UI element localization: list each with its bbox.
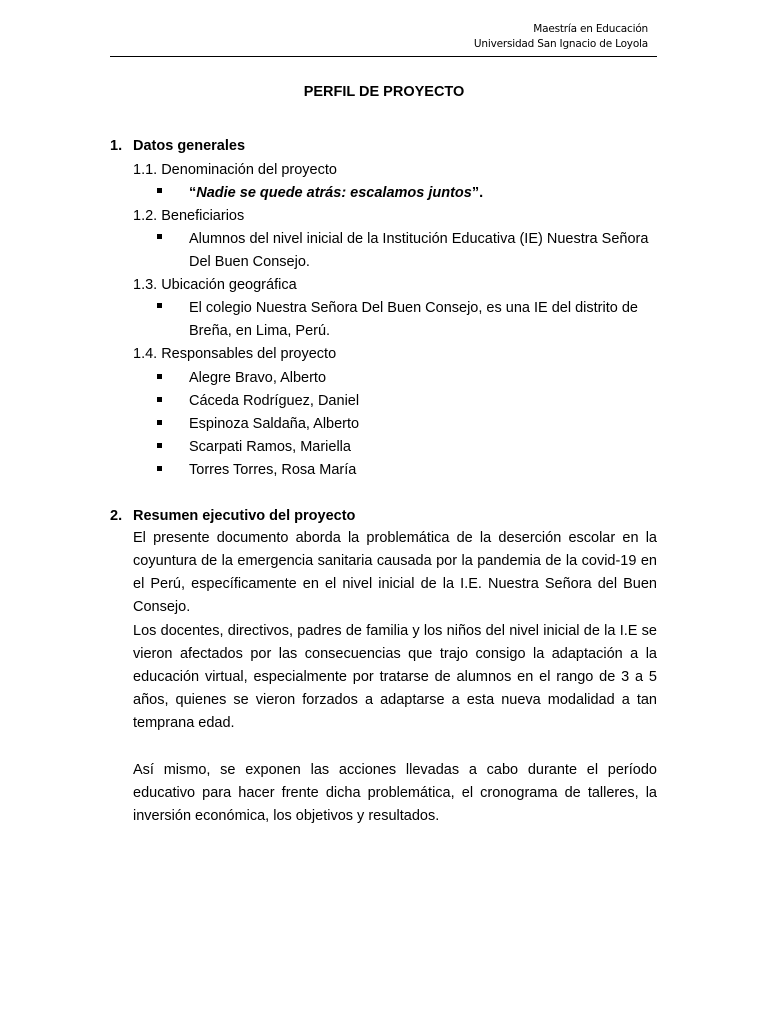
bullet-marker (157, 443, 162, 448)
bullet-marker (157, 420, 162, 425)
responsible-person: Alegre Bravo, Alberto (189, 370, 327, 386)
subsection-1-1-label: 1.1. Denominación del proyecto (133, 162, 337, 178)
project-name-text: Nadie se quede atrás: escalamos juntos (196, 185, 472, 201)
section-1-number: 1. (110, 138, 123, 154)
bullet-marker (157, 188, 162, 193)
location-line-2: Breña, en Lima, Perú. (189, 323, 331, 339)
bullet-marker (157, 234, 162, 239)
responsible-person: Torres Torres, Rosa María (189, 462, 357, 478)
quote-close: ”. (471, 185, 484, 201)
project-name (189, 183, 483, 203)
responsible-person: Espinoza Saldaña, Alberto (189, 416, 360, 432)
page-header (474, 22, 648, 52)
quote-open: “ (189, 185, 197, 201)
bullet-marker (157, 374, 162, 379)
summary-paragraph: El presente documento aborda la problemática de la deserción escolar en la coyuntura de la emergencia sanitaria causada por la pandemia de la covid-19 en el Perú, específicamente en el nivel inicial de la I.E. Nuestra Señora del Buen Consejo. (133, 530, 657, 616)
responsible-person: Cáceda Rodríguez, Daniel (189, 393, 360, 409)
location-line-1: El colegio Nuestra Señora Del Buen Consejo, es una IE del distrito de (189, 300, 638, 316)
beneficiaries-line-1: Alumnos del nivel inicial de la Institución Educativa (IE) Nuestra Señora (189, 231, 649, 247)
document-title: PERFIL DE PROYECTO (303, 84, 465, 100)
summary-paragraph: Así mismo, se exponen las acciones llevadas a cabo durante el período educativo para hacer frente dicha problemática, el cronograma de talleres, la inversión económica, los objetivos y resultados. (133, 762, 657, 825)
section-2-number: 2. (110, 508, 123, 524)
subsection-1-4-label: 1.4. Responsables del proyecto (133, 346, 337, 362)
header-university: Universidad San Ignacio de Loyola (473, 38, 648, 50)
bullet-marker (157, 397, 162, 402)
header-divider (110, 56, 657, 57)
bullet-marker (157, 466, 162, 471)
beneficiaries-line-2: Del Buen Consejo. (189, 254, 310, 270)
header-program: Maestría en Educación (533, 23, 648, 35)
responsible-person: Scarpati Ramos, Mariella (189, 439, 351, 455)
bullet-marker (157, 303, 162, 308)
subsection-1-3-label: 1.3. Ubicación geográfica (133, 277, 297, 293)
section-2-heading: Resumen ejecutivo del proyecto (133, 508, 356, 524)
summary-paragraph: Los docentes, directivos, padres de familia y los niños del nivel inicial de la I.E se vieron afectados por las consecuencias que trajo consigo la adaptación a la educación virtual, especialmente por tratarse de alumnos en el rango de 3 a 5 años, quienes se vieron forzados a adaptarse a esta nueva modalidad a tan temprana edad. (133, 623, 657, 732)
section-1-heading: Datos generales (133, 138, 246, 154)
subsection-1-2-label: 1.2. Beneficiarios (133, 208, 245, 224)
